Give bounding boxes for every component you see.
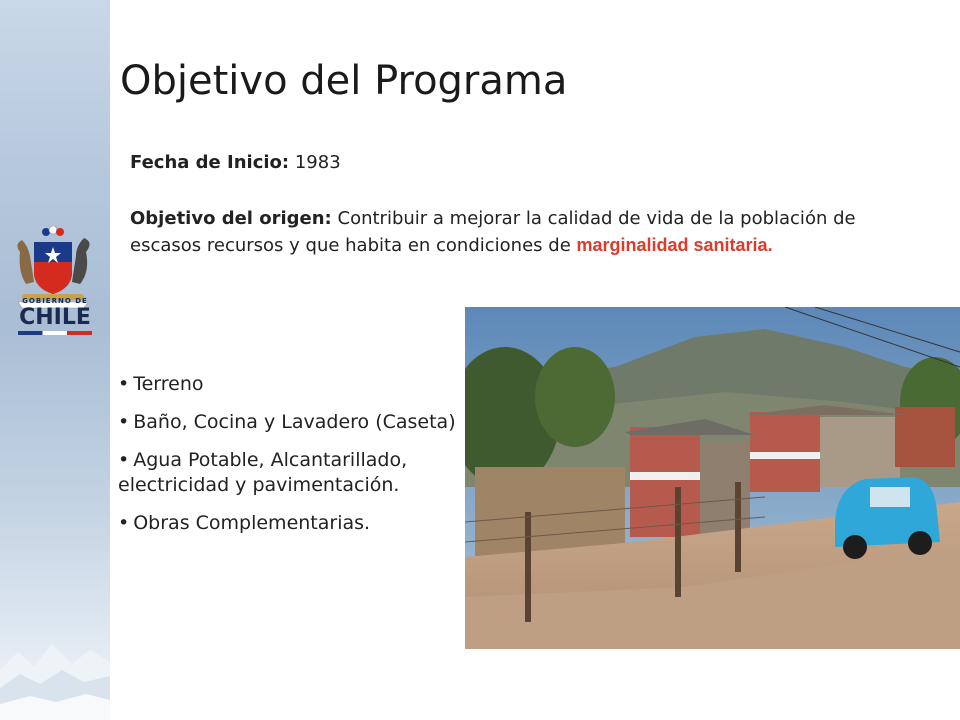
- chile-logo-text: CHILE: [19, 305, 91, 330]
- list-item-text: Obras Complementarias.: [133, 512, 371, 534]
- list-item: • Agua Potable, Alcantarillado, electricidad y pavimentación.: [118, 449, 408, 496]
- fecha-label: Fecha de Inicio:: [130, 152, 290, 173]
- fecha-value: 1983: [294, 152, 341, 173]
- objetivo-text: Contribuir a mejorar la calidad de vida de la población de escasos recursos y que habita en condiciones de: [130, 208, 856, 256]
- fecha-paragraph: [130, 150, 341, 176]
- list-item: • Baño, Cocina y Lavadero (Caseta): [118, 411, 456, 433]
- page-title: Objetivo del Programa: [120, 58, 568, 104]
- sidebar-band: [0, 0, 110, 720]
- neighborhood-photo: [465, 307, 960, 649]
- list-item: • Terreno: [118, 373, 204, 395]
- list-item-text: Agua Potable, Alcantarillado, electricidad y pavimentación.: [118, 449, 408, 496]
- components-list: [118, 372, 458, 549]
- list-item: • Obras Complementarias.: [118, 512, 371, 534]
- list-item-text: Terreno: [133, 373, 204, 395]
- objetivo-label: Objetivo del origen:: [130, 208, 332, 229]
- objetivo-highlight: marginalidad sanitaria.: [576, 235, 773, 255]
- objetivo-paragraph: [130, 206, 870, 259]
- flag-stripe: [18, 331, 92, 335]
- gobierno-de-label: GOBIERNO DE: [22, 297, 88, 305]
- list-item-text: Baño, Cocina y Lavadero (Caseta): [133, 411, 456, 433]
- snowy-mountains-image: [0, 630, 110, 720]
